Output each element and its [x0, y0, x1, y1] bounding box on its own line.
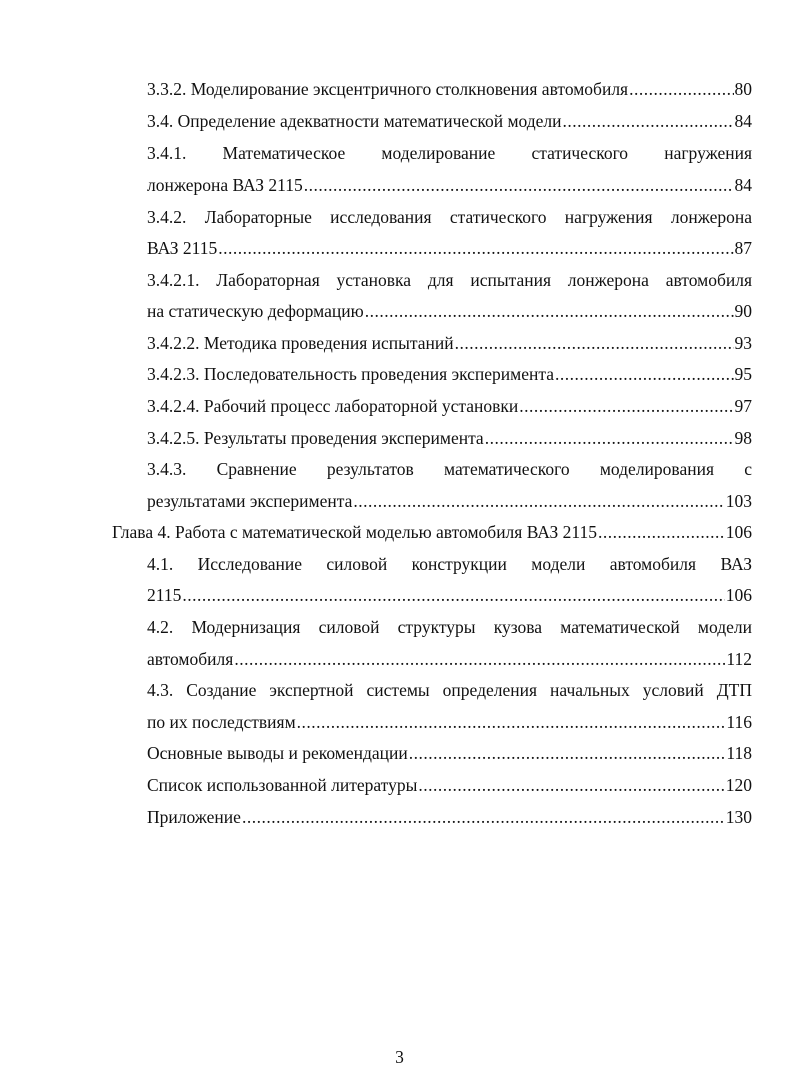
toc-entry — [147, 332, 752, 354]
toc-chapter-entry — [112, 521, 752, 543]
toc-page-number: 130 — [725, 807, 752, 827]
toc-leader — [234, 648, 725, 670]
toc-page-number: 118 — [726, 743, 752, 763]
toc-entry — [147, 110, 752, 132]
toc-page-number: 103 — [725, 491, 752, 511]
toc-entry — [147, 174, 752, 196]
toc-leader — [563, 110, 734, 132]
toc-page-number: 93 — [734, 333, 752, 353]
toc-page-number: 90 — [734, 301, 752, 321]
toc-entry-title: 2115 — [147, 585, 182, 605]
toc-entry-line1: 4.3. Создание экспертной системы определения начальных условий ДТП — [147, 680, 752, 700]
toc-leader — [218, 237, 733, 259]
toc-entry-line1: 3.4.2.1. Лабораторная установка для испытания лонжерона автомобиля — [147, 270, 752, 290]
toc-entry — [147, 490, 752, 512]
toc-entry-title: 3.4.2.4. Рабочий процесс лабораторной установки — [147, 396, 519, 416]
toc-entry-line1: 4.1. Исследование силовой конструкции модели автомобиля ВАЗ — [147, 554, 752, 574]
toc-page-number: 95 — [734, 364, 752, 384]
toc-entry — [147, 742, 752, 764]
toc-entry — [147, 648, 752, 670]
toc-entry-title: Приложение — [147, 807, 241, 827]
toc-entry-title: 3.4.2.3. Последовательность проведения эксперимента — [147, 364, 555, 384]
toc-entry-line1: 3.4.3. Сравнение результатов математического моделирования с — [147, 459, 752, 479]
toc-leader — [519, 395, 733, 417]
toc-page-number: 120 — [725, 775, 752, 795]
toc-entry — [147, 363, 752, 385]
toc-leader — [304, 174, 734, 196]
toc-entry — [147, 395, 752, 417]
toc-entry-line1: 4.2. Модернизация силовой структуры кузова математической модели — [147, 617, 752, 637]
toc-page-number: 97 — [734, 396, 752, 416]
toc-entry-title: ВАЗ 2115 — [147, 238, 218, 258]
toc-leader — [242, 806, 725, 828]
toc-entry — [147, 237, 752, 259]
toc-leader — [485, 427, 734, 449]
toc-entry-title: 3.4.2.2. Методика проведения испытаний — [147, 333, 454, 353]
toc-page-number: 98 — [734, 428, 752, 448]
toc-entry — [147, 774, 752, 796]
toc-leader — [598, 521, 725, 543]
toc-leader — [455, 332, 734, 354]
toc-entry — [147, 584, 752, 606]
toc-entry-title: 3.4.2.5. Результаты проведения эксперимента — [147, 428, 484, 448]
toc-entry — [147, 806, 752, 828]
toc-entry — [147, 711, 752, 733]
page-number: 3 — [395, 1047, 404, 1067]
toc-entry-title: на статическую деформацию — [147, 301, 364, 321]
toc-entry — [147, 78, 752, 100]
toc-page-number: 84 — [734, 175, 752, 195]
toc-entry-title: по их последствиям — [147, 712, 296, 732]
toc-leader — [629, 78, 733, 100]
toc-entry-title: 3.3.2. Моделирование эксцентричного столкновения автомобиля — [147, 79, 629, 99]
toc-leader — [555, 363, 733, 385]
toc-leader — [297, 711, 726, 733]
toc-page-number: 106 — [725, 522, 752, 542]
toc-entry-title: Список использованной литературы — [147, 775, 418, 795]
toc-page-number: 116 — [726, 712, 752, 732]
toc-entry — [147, 300, 752, 322]
toc-leader — [409, 742, 726, 764]
toc-entry-title: лонжерона ВАЗ 2115 — [147, 175, 303, 195]
toc-page-number: 87 — [734, 238, 752, 258]
toc-entry-line1: 3.4.2. Лабораторные исследования статического нагружения лонжерона — [147, 207, 752, 227]
toc-entry-title: Глава 4. Работа с математической моделью автомобиля ВАЗ 2115 — [112, 522, 597, 542]
toc-entry-title: Основные выводы и рекомендации — [147, 743, 408, 763]
toc-page-number: 106 — [725, 585, 752, 605]
toc-entry — [147, 427, 752, 449]
toc-leader — [418, 774, 724, 796]
toc-leader — [182, 584, 724, 606]
toc-leader — [365, 300, 734, 322]
toc-page-number: 84 — [734, 111, 752, 131]
toc-entry-line1: 3.4.1. Математическое моделирование статического нагружения — [147, 143, 752, 163]
toc-entry-title: результатами эксперимента — [147, 491, 353, 511]
toc-entry-title: 3.4. Определение адекватности математической модели — [147, 111, 562, 131]
toc-entry-title: автомобиля — [147, 649, 234, 669]
toc-page-number: 112 — [726, 649, 752, 669]
toc-page-number: 80 — [734, 79, 752, 99]
toc-leader — [353, 490, 724, 512]
